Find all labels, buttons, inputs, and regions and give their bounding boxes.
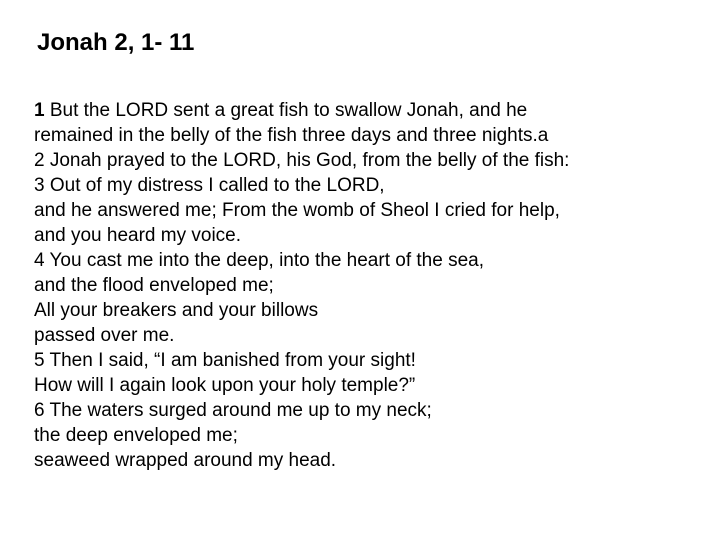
text-line: 4 You cast me into the deep, into the heart of the sea, [34, 250, 484, 271]
text-line: 2 Jonah prayed to the LORD, his God, from the belly of the fish: [34, 150, 570, 171]
text-line: and the flood enveloped me; [34, 275, 274, 296]
text-line: the deep enveloped me; [34, 425, 238, 446]
text-line [34, 98, 704, 123]
text-line: How will I again look upon your holy temple?” [34, 375, 416, 396]
text-line: and he answered me; From the womb of Sheol I cried for help, [34, 200, 560, 221]
scripture-text [34, 98, 704, 473]
text-line: seaweed wrapped around my head. [34, 450, 337, 471]
text-line: remained in the belly of the fish three days and three nights.a [34, 125, 549, 146]
line-text: But the LORD sent a great fish to swallow Jonah, and he [44, 100, 528, 121]
slide-title: Jonah 2, 1- 11 [37, 29, 195, 56]
text-line: 3 Out of my distress I called to the LORD, [34, 175, 385, 196]
text-line: All your breakers and your billows [34, 300, 319, 321]
text-line: and you heard my voice. [34, 225, 242, 246]
text-line: 6 The waters surged around me up to my neck; [34, 400, 432, 421]
text-line: 5 Then I said, “I am banished from your sight! [34, 350, 416, 371]
text-line: passed over me. [34, 325, 175, 346]
verse-number: 1 [34, 100, 45, 121]
